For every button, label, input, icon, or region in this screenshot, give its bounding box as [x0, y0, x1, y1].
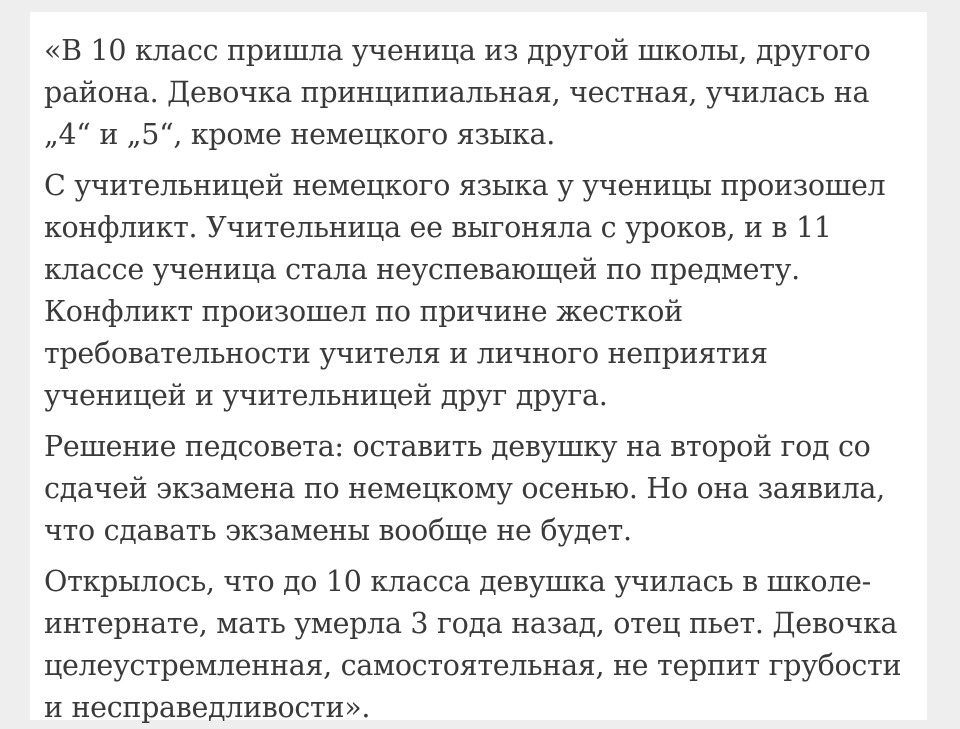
- paragraph-decision: Решение педсовета: оставить девушку на второй год со сдачей экзамена по немецкому осенью. Но она заявила, что сдавать экзамены вообще не будет.: [44, 430, 885, 547]
- paragraph-background: Открылось, что до 10 класса девушка училась в школе-интернате, мать умерла 3 года назад, отец пьет. Девочка целеустремленная, самостоятельная, не терпит грубости и несправедливости».: [44, 565, 902, 724]
- slide-content: [30, 12, 927, 724]
- paragraph-intro: «В 10 класс пришла ученица из другой школы, другого района. Девочка принципиальная, честная, училась на „4“ и „5“, кроме немецкого языка.: [44, 34, 871, 151]
- paragraph-conflict: С учительницей немецкого языка у ученицы произошел конфликт. Учительница ее выгоняла с уроков, и в 11 классе ученица стала неуспевающей по предмету. Конфликт произошел по причине жесткой требовательности учителя и личного неприятия ученицей и учительницей друг друга.: [44, 169, 886, 412]
